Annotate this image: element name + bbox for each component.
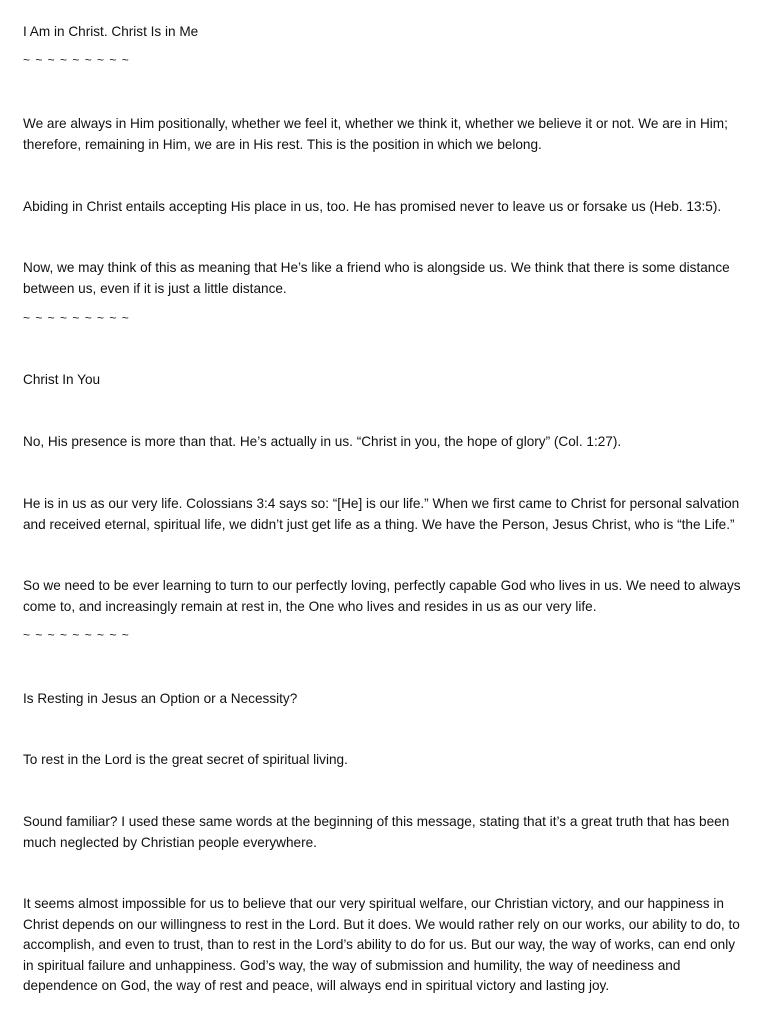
document-title: I Am in Christ. Christ Is in Me — [23, 24, 199, 39]
section-divider: ~ ~ ~ ~ ~ ~ ~ ~ ~ — [23, 311, 130, 325]
section-divider: ~ ~ ~ ~ ~ ~ ~ ~ ~ — [23, 628, 130, 642]
paragraph-abiding: Abiding in Christ entails accepting His place in us, too. He has promised never to leave us or forsake us (Heb. 13:5). — [23, 199, 722, 214]
paragraph-sound-familiar: Sound familiar? I used these same words at the beginning of this message, stating that it’s a great truth that has been much neglected by Christian people everywhere. — [23, 814, 730, 850]
section-divider: ~ ~ ~ ~ ~ ~ ~ ~ ~ — [23, 53, 130, 67]
paragraph-presence: No, His presence is more than that. He’s actually in us. “Christ in you, the hope of glory” (Col. 1:27). — [23, 434, 622, 449]
paragraph-our-life: He is in us as our very life. Colossians 3:4 says so: “[He] is our life.” When we first came to Christ for personal salvation and received eternal, spiritual life, we didn’t just get life as a thing. We have the Person, Jesus Christ, who is “the Life.” — [23, 496, 740, 532]
paragraph-impossible: It seems almost impossible for us to believe that our very spiritual welfare, our Christian victory, and our happiness in Christ depends on our willingness to rest in the Lord. But it does. We would rather rely on our works, our ability to do, to accomplish, and even to trust, than to rest in the Lord’s ability to do for us. But our way, the way of works, can end only in spiritual failure and unhappiness. God’s way, the way of submission and humility, the way of neediness and dependence on God, the way of rest and peace, will always end in spiritual victory and lasting joy. — [23, 896, 740, 994]
paragraph-friend: Now, we may think of this as meaning that He’s like a friend who is alongside us. We think that there is some distance between us, even if it is just a little distance. — [23, 260, 730, 296]
section-heading-resting: Is Resting in Jesus an Option or a Necessity? — [23, 691, 298, 706]
paragraph-positional: We are always in Him positionally, whether we feel it, whether we think it, whether we believe it or not. We are in Him; therefore, remaining in Him, we are in His rest. This is the position in which we belong. — [23, 116, 728, 152]
section-heading-christ-in-you: Christ In You — [23, 372, 101, 387]
paragraph-learning: So we need to be ever learning to turn to our perfectly loving, perfectly capable God who lives in us. We need to always come to, and increasingly remain at rest in, the One who lives and resides in us as our very life. — [23, 578, 741, 614]
paragraph-great-secret: To rest in the Lord is the great secret of spiritual living. — [23, 752, 348, 767]
